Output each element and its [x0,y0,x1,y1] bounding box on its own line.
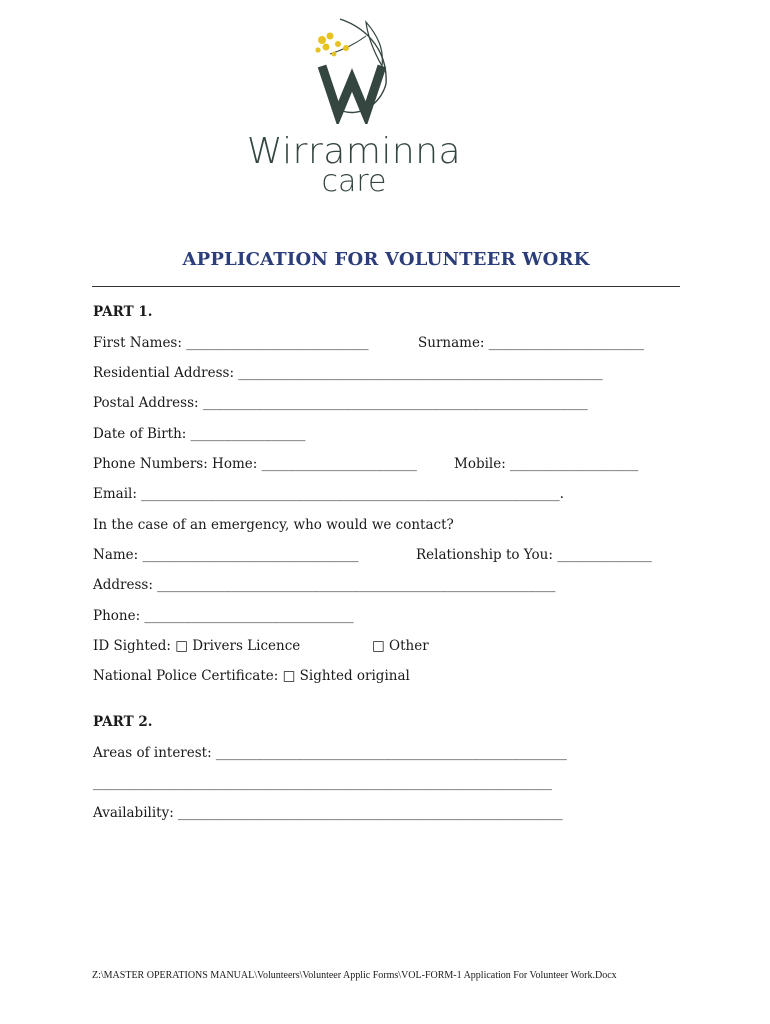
date-of-birth-field[interactable]: Date of Birth: _________________ [93,426,306,442]
phone-home-field[interactable]: Phone Numbers: Home: _______________________ [93,456,417,472]
form-title: APPLICATION FOR VOLUNTEER WORK [182,249,590,270]
first-names-field[interactable]: First Names: ___________________________ [93,335,369,351]
areas-of-interest-field[interactable]: Areas of interest: ____________________________________________________ [93,745,567,761]
mobile-field[interactable]: Mobile: ___________________ [454,456,639,472]
logo-emblem [300,14,410,124]
email-field[interactable]: Email: ______________________________________________________________. [93,486,564,502]
footer-file-path: Z:\MASTER OPERATIONS MANUAL\Volunteers\Volunteer Applic Forms\VOL-FORM-1 Application For Volunteer Work.Docx [92,970,617,981]
availability-field[interactable]: Availability: _________________________________________________________ [93,805,563,821]
emergency-phone-field[interactable]: Phone: _______________________________ [93,608,354,624]
emergency-name-field[interactable]: Name: ________________________________ [93,547,359,563]
emergency-address-field[interactable]: Address: ___________________________________________________________ [93,577,556,593]
areas-of-interest-continued-field[interactable]: ____________________________________________________________________ [93,775,552,791]
emergency-question: In the case of an emergency, who would we contact? [93,517,454,533]
postal-address-field[interactable]: Postal Address: _________________________________________________________ [93,395,588,411]
brand-subname: care [321,164,387,199]
part2-heading: PART 2. [93,714,153,730]
police-certificate-checkbox[interactable]: National Police Certificate: □ Sighted original [93,668,410,684]
part1-heading: PART 1. [93,304,153,320]
id-sighted-other-checkbox[interactable]: □ Other [372,638,429,654]
surname-field[interactable]: Surname: _______________________ [418,335,645,351]
relationship-field[interactable]: Relationship to You: ______________ [416,547,652,563]
title-divider [92,286,680,287]
brand-name: Wirraminna [246,131,462,172]
residential-address-field[interactable]: Residential Address: ______________________________________________________ [93,365,603,381]
id-sighted-drivers-licence-checkbox[interactable]: ID Sighted: □ Drivers Licence [93,638,301,654]
